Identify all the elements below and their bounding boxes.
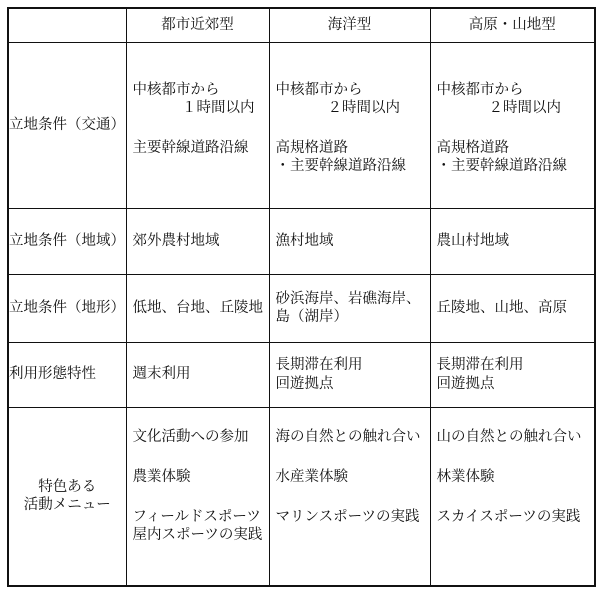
cell-koutsu-toshi xyxy=(126,42,269,208)
cell-line: 文化活動への参加 xyxy=(132,428,249,445)
row-label-line: 特色ある xyxy=(38,479,97,496)
cell-line: ２時間以内 xyxy=(488,99,561,116)
cell-line: 長期滞在利用 xyxy=(436,357,524,374)
table-row xyxy=(8,42,595,208)
header-corner xyxy=(8,8,126,42)
table-row xyxy=(8,407,595,586)
cell-line: 砂浜海岸、岩礁海岸、 xyxy=(275,290,421,307)
table-row xyxy=(8,342,595,407)
row-label-katsudou xyxy=(8,407,126,586)
cell-line: フィールドスポーツ xyxy=(132,508,261,525)
cell-katsudou-toshi xyxy=(126,407,269,586)
cell-line: 山の自然との触れ合い xyxy=(436,428,582,445)
cell-line: １時間以内 xyxy=(182,99,255,116)
cell-line: 回遊拠点 xyxy=(275,375,334,392)
cell-line: 水産業体験 xyxy=(275,468,348,485)
cell-katsudou-kougen xyxy=(430,407,595,586)
cell-katsudou-kaiyou xyxy=(269,407,430,586)
row-label-riyou: 利用形態特性 xyxy=(8,342,126,407)
cell-riyou-kaiyou xyxy=(269,342,430,407)
row-label-chikei: 立地条件（地形） xyxy=(8,274,126,342)
cell-line: 海の自然との触れ合い xyxy=(275,428,421,445)
cell-line: ２時間以内 xyxy=(327,99,400,116)
cell-chiiki-toshi xyxy=(126,208,269,274)
header-kougen-sanchi: 高原・山地型 xyxy=(430,8,595,42)
table-row xyxy=(8,274,595,342)
cell-line: 週末利用 xyxy=(132,366,191,383)
cell-line: 中核都市から xyxy=(132,81,220,98)
cell-chikei-toshi xyxy=(126,274,269,342)
cell-line: 長期滞在利用 xyxy=(275,357,363,374)
cell-koutsu-kougen xyxy=(430,42,595,208)
cell-line: 農山村地域 xyxy=(436,232,509,249)
cell-line: 林業体験 xyxy=(436,468,495,485)
cell-line: 島（湖岸） xyxy=(275,309,348,325)
cell-chikei-kaiyou xyxy=(269,274,430,342)
cell-line: ・主要幹線道路沿線 xyxy=(436,157,567,174)
cell-line: スカイスポーツの実践 xyxy=(436,508,581,525)
row-label-koutsu: 立地条件（交通） xyxy=(8,42,126,208)
cell-line: 主要幹線道路沿線 xyxy=(132,139,249,156)
cell-koutsu-kaiyou xyxy=(269,42,430,208)
cell-line: 丘陵地、山地、高原 xyxy=(436,299,567,316)
cell-riyou-kougen xyxy=(430,342,595,407)
cell-line: 農業体験 xyxy=(132,468,191,485)
cell-line: 中核都市から xyxy=(275,81,363,98)
cell-chikei-kougen xyxy=(430,274,595,342)
cell-chiiki-kougen xyxy=(430,208,595,274)
cell-line: 低地、台地、丘陵地 xyxy=(132,299,263,316)
cell-line: マリンスポーツの実践 xyxy=(275,508,420,525)
cell-line: 郊外農村地域 xyxy=(132,232,220,249)
cell-line: 屋内スポーツの実践 xyxy=(132,526,263,543)
row-label-line: 活動メニュー xyxy=(23,497,111,514)
header-row xyxy=(8,8,595,42)
cell-chiiki-kaiyou xyxy=(269,208,430,274)
table-row xyxy=(8,208,595,274)
header-kaiyou: 海洋型 xyxy=(269,8,430,42)
cell-line: ・主要幹線道路沿線 xyxy=(275,157,406,174)
cell-riyou-toshi xyxy=(126,342,269,407)
cell-line: 回遊拠点 xyxy=(436,375,495,392)
cell-line: 高規格道路 xyxy=(436,139,509,156)
resort-type-table xyxy=(7,7,596,587)
row-label-chiiki: 立地条件（地域） xyxy=(8,208,126,274)
header-toshi-kinkou: 都市近郊型 xyxy=(126,8,269,42)
cell-line: 中核都市から xyxy=(436,81,524,98)
cell-line: 漁村地域 xyxy=(275,232,334,249)
cell-line: 高規格道路 xyxy=(275,139,348,156)
